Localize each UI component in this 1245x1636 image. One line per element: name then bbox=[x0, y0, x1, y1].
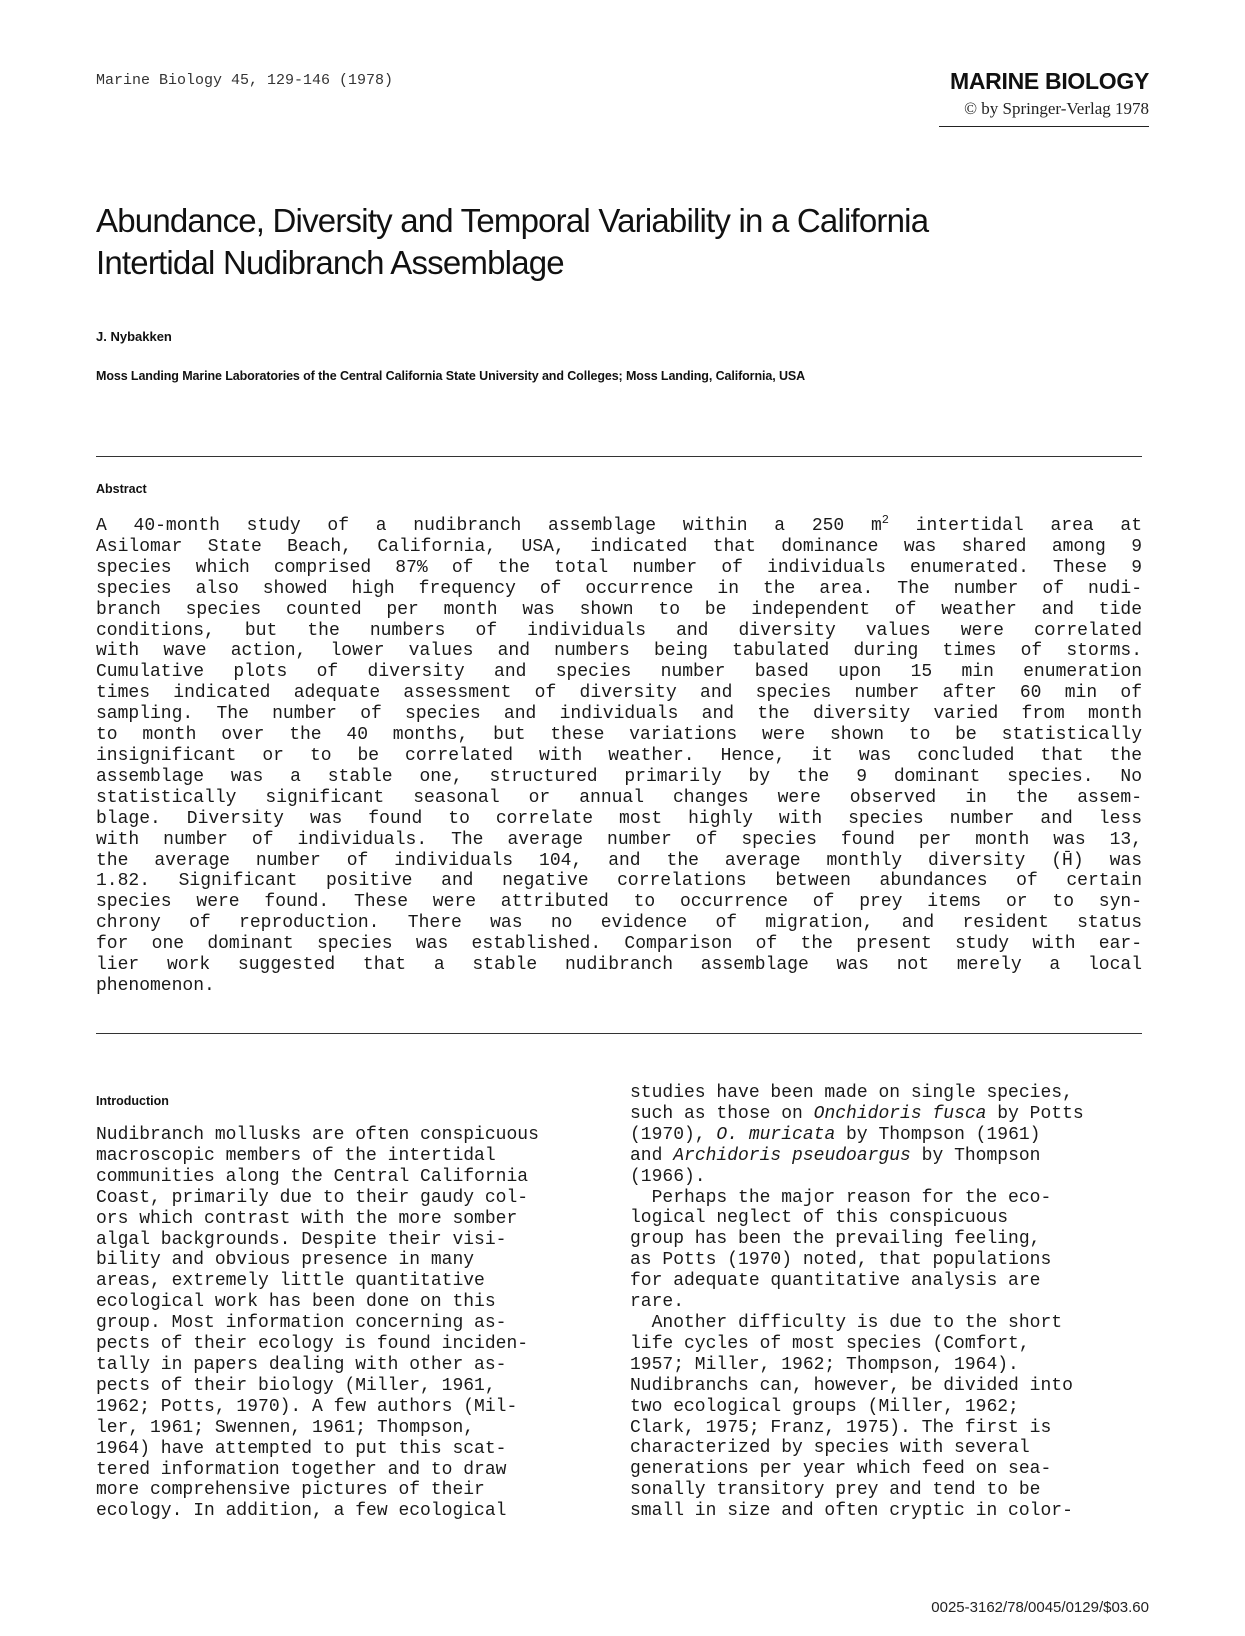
body-line: for adequate quantitative analysis are bbox=[630, 1271, 1041, 1292]
body-line: Coast, primarily due to their gaudy col- bbox=[96, 1187, 529, 1208]
abstract-heading: Abstract bbox=[96, 482, 147, 496]
body-line: Perhaps the major reason for the eco- bbox=[630, 1187, 1052, 1208]
species-name: Onchidoris fusca bbox=[813, 1103, 987, 1124]
brand-rule bbox=[939, 126, 1149, 127]
body-line: tally in papers dealing with other as- bbox=[96, 1354, 507, 1375]
body-line: ecology. In addition, a few ecological bbox=[96, 1501, 507, 1522]
abstract-line: times indicated adequate assessment of diversity and species number after 60 min of bbox=[96, 683, 1142, 704]
abstract-line: A 40-month study of a nudibranch assemblage within a 250 $m^2$ intertidal area at bbox=[96, 513, 1142, 536]
abstract-line: Asilomar State Beach, California, USA, indicated that dominance was shared among 9 bbox=[96, 536, 1142, 557]
abstract-line: sampling. The number of species and individuals and the diversity varied from month bbox=[96, 704, 1142, 725]
body-line: Another difficulty is due to the short bbox=[630, 1312, 1063, 1333]
body-line: logical neglect of this conspicuous bbox=[630, 1208, 1009, 1229]
body-line: pects of their ecology is found inciden- bbox=[96, 1334, 529, 1355]
abstract-line: with wave action, lower values and numbers being tabulated during times of storms. bbox=[96, 641, 1142, 662]
body-line: (1970), O. muricata by Thompson (1961) bbox=[630, 1124, 1041, 1145]
author: J. Nybakken bbox=[96, 329, 172, 344]
abstract-line: chrony of reproduction. There was no evidence of migration, and resident status bbox=[96, 913, 1142, 934]
body-line: rare. bbox=[630, 1292, 685, 1313]
introduction-heading: Introduction bbox=[96, 1094, 169, 1108]
abstract-line: with number of individuals. The average number of species found per month was 13, bbox=[96, 829, 1142, 850]
body-line: ors which contrast with the more somber bbox=[96, 1208, 518, 1229]
body-line: tered information together and to draw bbox=[96, 1459, 507, 1480]
abstract-line: lier work suggested that a stable nudibranch assemblage was not merely a local bbox=[96, 955, 1142, 976]
body-line: more comprehensive pictures of their bbox=[96, 1480, 485, 1501]
body-line: Nudibranch mollusks are often conspicuous bbox=[96, 1125, 539, 1145]
journal-brand bbox=[929, 68, 1149, 127]
body-line: Nudibranchs can, however, be divided into bbox=[630, 1375, 1073, 1396]
body-line: studies have been made on single species, bbox=[630, 1083, 1073, 1103]
body-line: ecological work has been done on this bbox=[96, 1292, 496, 1313]
abstract-line: species which comprised 87% of the total number of individuals enumerated. These 9 bbox=[96, 557, 1142, 578]
abstract-line: the average number of individuals 104, and the average monthly diversity (H̄) was bbox=[96, 850, 1142, 871]
body-line: macroscopic members of the intertidal bbox=[96, 1145, 496, 1166]
body-line: 1964) have attempted to put this scat- bbox=[96, 1438, 507, 1459]
body-line: communities along the Central California bbox=[96, 1166, 529, 1187]
body-line: bility and obvious presence in many bbox=[96, 1250, 475, 1271]
body-line: and Archidoris pseudoargus by Thompson bbox=[630, 1145, 1041, 1166]
abstract-line: species were found. These were attributed to occurrence of prey items or to syn- bbox=[96, 892, 1142, 913]
species-name: O. muricata bbox=[716, 1124, 836, 1145]
body-line: (1966). bbox=[630, 1166, 706, 1187]
copyright-notice: © by Springer-Verlag 1978 bbox=[964, 99, 1149, 118]
abstract-line: phenomenon. bbox=[96, 975, 215, 996]
abstract-line: conditions, but the numbers of individuals and diversity values were correlated bbox=[96, 620, 1142, 641]
body-line: generations per year which feed on sea- bbox=[630, 1459, 1052, 1480]
introduction-right-column bbox=[630, 1083, 1145, 1522]
abstract-line: to month over the 40 months, but these variations were shown to be statistically bbox=[96, 725, 1142, 746]
introduction-left-column bbox=[96, 1125, 611, 1522]
abstract-line: Cumulative plots of diversity and species number based upon 15 min enumeration bbox=[96, 662, 1142, 683]
abstract-line: statistically significant seasonal or annual changes were observed in the assem- bbox=[96, 787, 1142, 808]
abstract-line: species also showed high frequency of occurrence in the area. The number of nudi- bbox=[96, 578, 1142, 599]
body-line: such as those on Onchidoris fusca by Potts bbox=[630, 1103, 1084, 1124]
affiliation: Moss Landing Marine Laboratories of the Central California State University and Colleges; Moss Landing, California, USA bbox=[96, 369, 806, 383]
abstract-line: 1.82. Significant positive and negative correlations between abundances of certain bbox=[96, 871, 1142, 892]
section-divider-bottom bbox=[96, 1033, 1142, 1034]
title-line: Abundance, Diversity and Temporal Variability in a California bbox=[96, 202, 929, 239]
journal-name: MARINE BIOLOGY bbox=[950, 68, 1149, 94]
body-line: algal backgrounds. Despite their visi- bbox=[96, 1229, 507, 1250]
abstract-body bbox=[96, 513, 1142, 997]
body-line: sonally transitory prey and tend to be bbox=[630, 1480, 1041, 1501]
body-line: as Potts (1970) noted, that populations bbox=[630, 1250, 1052, 1271]
body-line: ler, 1961; Swennen, 1961; Thompson, bbox=[96, 1417, 475, 1438]
body-line: Clark, 1975; Franz, 1975). The first is bbox=[630, 1417, 1052, 1438]
abstract-line: for one dominant species was established. Comparison of the present study with ear- bbox=[96, 934, 1142, 955]
abstract-line: assemblage was a stable one, structured primarily by the 9 dominant species. No bbox=[96, 766, 1142, 787]
body-line: group has been the prevailing feeling, bbox=[630, 1229, 1041, 1250]
body-line: life cycles of most species (Comfort, bbox=[630, 1333, 1030, 1354]
abstract-line: blage. Diversity was found to correlate most highly with species number and less bbox=[96, 808, 1142, 829]
body-line: areas, extremely little quantitative bbox=[96, 1271, 485, 1292]
body-line: two ecological groups (Miller, 1962; bbox=[630, 1396, 1019, 1417]
section-divider-top bbox=[96, 456, 1142, 457]
abstract-line: insignificant or to be correlated with weather. Hence, it was concluded that the bbox=[96, 745, 1142, 766]
body-line: 1957; Miller, 1962; Thompson, 1964). bbox=[630, 1354, 1019, 1375]
title-line: Intertidal Nudibranch Assemblage bbox=[96, 244, 564, 281]
article-title bbox=[96, 200, 1116, 284]
body-line: characterized by species with several bbox=[630, 1438, 1030, 1459]
body-line: small in size and often cryptic in color- bbox=[630, 1501, 1073, 1522]
abstract-line: branch species counted per month was shown to be independent of weather and tide bbox=[96, 599, 1142, 620]
body-line: 1962; Potts, 1970). A few authors (Mil- bbox=[96, 1396, 518, 1417]
article-code: 0025-3162/78/0045/0129/$03.60 bbox=[931, 1599, 1149, 1616]
body-line: group. Most information concerning as- bbox=[96, 1313, 507, 1334]
journal-reference: Marine Biology 45, 129-146 (1978) bbox=[96, 72, 394, 89]
species-name: Archidoris pseudoargus bbox=[673, 1145, 911, 1166]
body-line: pects of their biology (Miller, 1961, bbox=[96, 1375, 496, 1396]
